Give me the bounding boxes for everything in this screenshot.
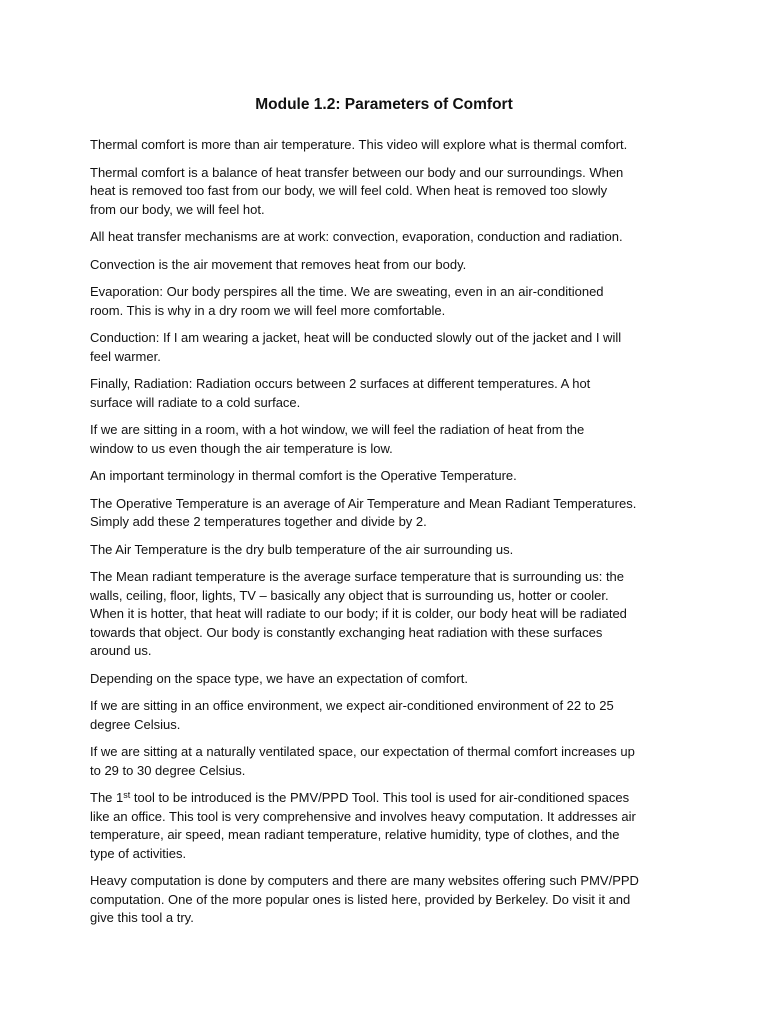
paragraph-line: An important terminology in thermal comfort is the Operative Temperature. [90,468,517,483]
paragraph [90,743,680,780]
paragraph-line: towards that object. Our body is constantly exchanging heat radiation with these surfaces [90,624,603,640]
paragraph [90,670,680,689]
paragraph-line: Evaporation: Our body perspires all the time. We are sweating, even in an air-conditioned [90,284,604,299]
document-body [90,136,680,937]
document-title: Module 1.2: Parameters of Comfort [255,96,513,113]
paragraph-line: surface will radiate to a cold surface. [90,394,301,410]
paragraph-line: computation. One of the more popular ones is listed here, provided by Berkeley. Do visit it and [90,891,631,907]
paragraph-line: Convection is the air movement that removes heat from our body. [90,256,467,272]
paragraph [90,541,680,560]
paragraph [90,467,680,486]
paragraph-line: Heavy computation is done by computers and there are many websites offering such PMV/PPD [90,873,639,888]
paragraph-line: Depending on the space type, we have an expectation of comfort. [90,670,468,686]
paragraph-line: If we are sitting in an office environment, we expect air-conditioned environment of 22 to 25 [90,698,614,713]
paragraph [90,283,680,320]
paragraph-line: like an office. This tool is very comprehensive and involves heavy computation. It addresses air [90,808,636,824]
paragraph [90,164,680,220]
paragraph-line: degree Celsius. [90,716,181,732]
paragraph-line: type of activities. [90,845,187,861]
paragraph-line: The Air Temperature is the dry bulb temperature of the air surrounding us. [90,541,514,557]
paragraph [90,421,680,458]
paragraph-line [90,789,680,808]
paragraph [90,228,680,247]
paragraph-line: give this tool a try. [90,910,194,925]
paragraph-line: When it is hotter, that heat will radiate to our body; if it is colder, our body heat will be radiated [90,606,627,621]
paragraph-line: walls, ceiling, floor, lights, TV – basically any object that is surrounding us, hotter or cooler. [90,587,609,603]
paragraph-line: All heat transfer mechanisms are at work: convection, evaporation, conduction and radiation. [90,229,623,244]
paragraph-line: Thermal comfort is more than air temperature. This video will explore what is thermal comfort. [90,137,628,152]
paragraph [90,256,680,275]
paragraph-line: room. This is why in a dry room we will feel more comfortable. [90,302,446,318]
paragraph [90,789,680,863]
paragraph-line: window to us even though the air temperature is low. [90,440,393,456]
paragraph-line: Thermal comfort is a balance of heat transfer between our body and our surroundings. When [90,164,624,180]
paragraph-line: If we are sitting at a naturally ventilated space, our expectation of thermal comfort increases up [90,744,635,759]
paragraph [90,136,680,155]
paragraph [90,495,680,532]
paragraph-line: The Operative Temperature is an average of Air Temperature and Mean Radiant Temperatures. [90,495,637,511]
paragraph [90,329,680,366]
paragraph [90,872,680,928]
paragraph-line: The Mean radiant temperature is the average surface temperature that is surrounding us: the [90,569,625,584]
paragraph-line: If we are sitting in a room, with a hot window, we will feel the radiation of heat from the [90,422,585,437]
line-text: tool to be introduced is the PMV/PPD Tool. This tool is used for air-conditioned spaces [130,790,630,805]
paragraph-line: from our body, we will feel hot. [90,201,265,217]
ordinal-superscript: st [123,790,131,800]
paragraph-line: temperature, air speed, mean radiant temperature, relative humidity, type of clothes, and the [90,827,620,842]
paragraph-line: around us. [90,643,152,658]
paragraph-line: heat is removed too fast from our body, we will feel cold. When heat is removed too slowly [90,183,608,198]
paragraph-line: to 29 to 30 degree Celsius. [90,762,246,778]
paragraph [90,375,680,412]
paragraph [90,697,680,734]
paragraph-line: feel warmer. [90,348,161,364]
paragraph-line: Finally, Radiation: Radiation occurs between 2 surfaces at different temperatures. A hot [90,376,591,391]
paragraph-line: Simply add these 2 temperatures together and divide by 2. [90,514,427,529]
paragraph [90,568,680,661]
line-text: The 1 [90,790,124,805]
paragraph-line: Conduction: If I am wearing a jacket, heat will be conducted slowly out of the jacket and I will [90,330,622,345]
